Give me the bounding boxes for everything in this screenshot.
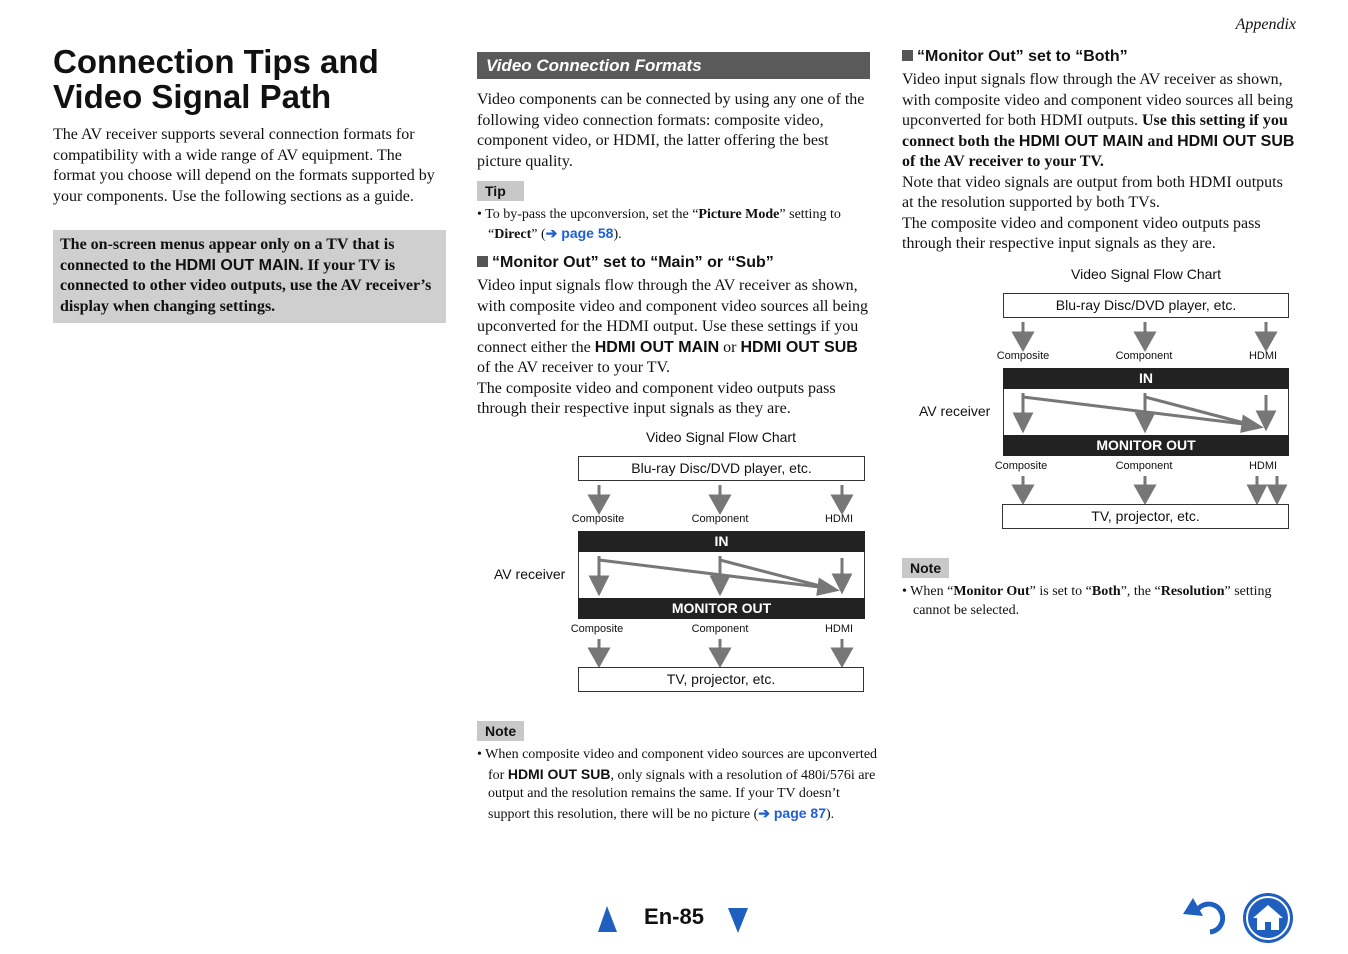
flow-chart-title: Video Signal Flow Chart [646,429,796,445]
in-bar: IN [1003,368,1289,389]
input-arrows-1 [590,485,851,512]
in-label-composite: Composite [996,350,1050,362]
source-box: Blu-ray Disc/DVD player, etc. [578,456,865,481]
section-label: Appendix [1235,16,1296,33]
output-arrows-1 [590,639,851,665]
tip-label: Tip [477,181,524,201]
monitor-out-bar: MONITOR OUT [1003,435,1289,456]
destination-box: TV, projector, etc. [1002,504,1289,529]
note-label: Note [477,721,524,741]
in-label-component: Component [1115,350,1173,362]
out-label-hdmi: HDMI [824,623,854,635]
main-or-sub-body: Video input signals flow through the AV receiver as shown, with composite video and component video sources all being upconverted for the HDMI output. Use these settings if you connect either the HDMI OUT MAIN or HDMI OUT SUB of the AV receiver to your TV. The composite video and component video outputs pass through their respective input signals as they are. [477,277,869,417]
subhead-both: “Monitor Out” set to “Both” [902,47,1295,67]
out-label-composite: Composite [994,460,1048,472]
out-label-component: Component [1115,460,1173,472]
out-label-composite: Composite [570,623,624,635]
destination-box: TV, projector, etc. [578,667,864,692]
input-arrows-2 [1014,322,1275,349]
both-body: Video input signals flow through the AV receiver as shown, with composite video and component video sources all being upconverted for both HDMI outputs. Use this setting if you connect both the HDMI OUT MAIN and HDMI OUT SUB of the AV receiver to your TV. Note that video signals are output from both HDMI outputs at the resolution supported by both TVs. The composite video and component video outputs pass through their respective input signals as they are. [902,71,1295,252]
tip-text: • To by-pass the upconversion, set the “Picture Mode” setting to “Direct” (➔ page 58). [477,207,841,242]
in-label-hdmi: HDMI [824,513,854,525]
page-58-link[interactable]: ➔ page 58 [545,225,614,241]
av-receiver-label: AV receiver [919,403,991,419]
monitor-out-bar: MONITOR OUT [578,598,865,619]
in-label-hdmi: HDMI [1248,350,1278,362]
note-text: • When composite video and component video sources are upconverted for HDMI OUT SUB, only signals with a resolution of 480i/576i are output and the resolution remains the same. If your TV doesn’t support this resolution, there will be no picture (➔ page 87). [477,747,878,822]
page-number: En-85 [644,904,704,929]
notice-text-1: The on-screen menus appear only on a TV that is connected to the [60,236,395,274]
previous-page-icon[interactable] [598,906,617,932]
home-icon[interactable] [1243,893,1293,943]
av-receiver-label: AV receiver [494,566,566,582]
formats-intro: Video components can be connected by using any one of the following video connection formats: composite video, component video, or HDMI, the latter offering the best picture quality. [477,91,865,170]
title-line-1: Connection Tips and [53,43,379,80]
square-bullet-icon [902,50,913,61]
flow-chart-title: Video Signal Flow Chart [1071,266,1221,282]
in-label-composite: Composite [571,513,625,525]
out-label-hdmi: HDMI [1248,460,1278,472]
output-arrows-2 [1014,476,1285,502]
page-87-link[interactable]: ➔ page 87 [758,804,826,821]
next-page-icon[interactable] [728,908,748,933]
intro-paragraph: The AV receiver supports several connection formats for compatibility with a wide range of AV equipment. The format you choose will depend on the formats supported by your components. Use the following sections as a guide. [53,126,435,205]
note-text: • When “Monitor Out” is set to “Both”, the “Resolution” setting cannot be selected. [902,584,1272,618]
notice-term: HDMI OUT MAIN [175,256,300,274]
section-header: Video Connection Formats [477,52,870,79]
notice-text-2: . If your TV is connected to other video outputs, use the AV receiver’s display when changing settings. [60,256,432,315]
title-line-2: Video Signal Path [53,78,332,115]
back-icon[interactable] [1183,898,1223,932]
in-label-component: Component [691,513,749,525]
subhead-main-or-sub: “Monitor Out” set to “Main” or “Sub” [477,253,870,273]
out-label-component: Component [691,623,749,635]
in-bar: IN [578,531,865,552]
source-box: Blu-ray Disc/DVD player, etc. [1003,293,1289,318]
note-label: Note [902,558,949,578]
